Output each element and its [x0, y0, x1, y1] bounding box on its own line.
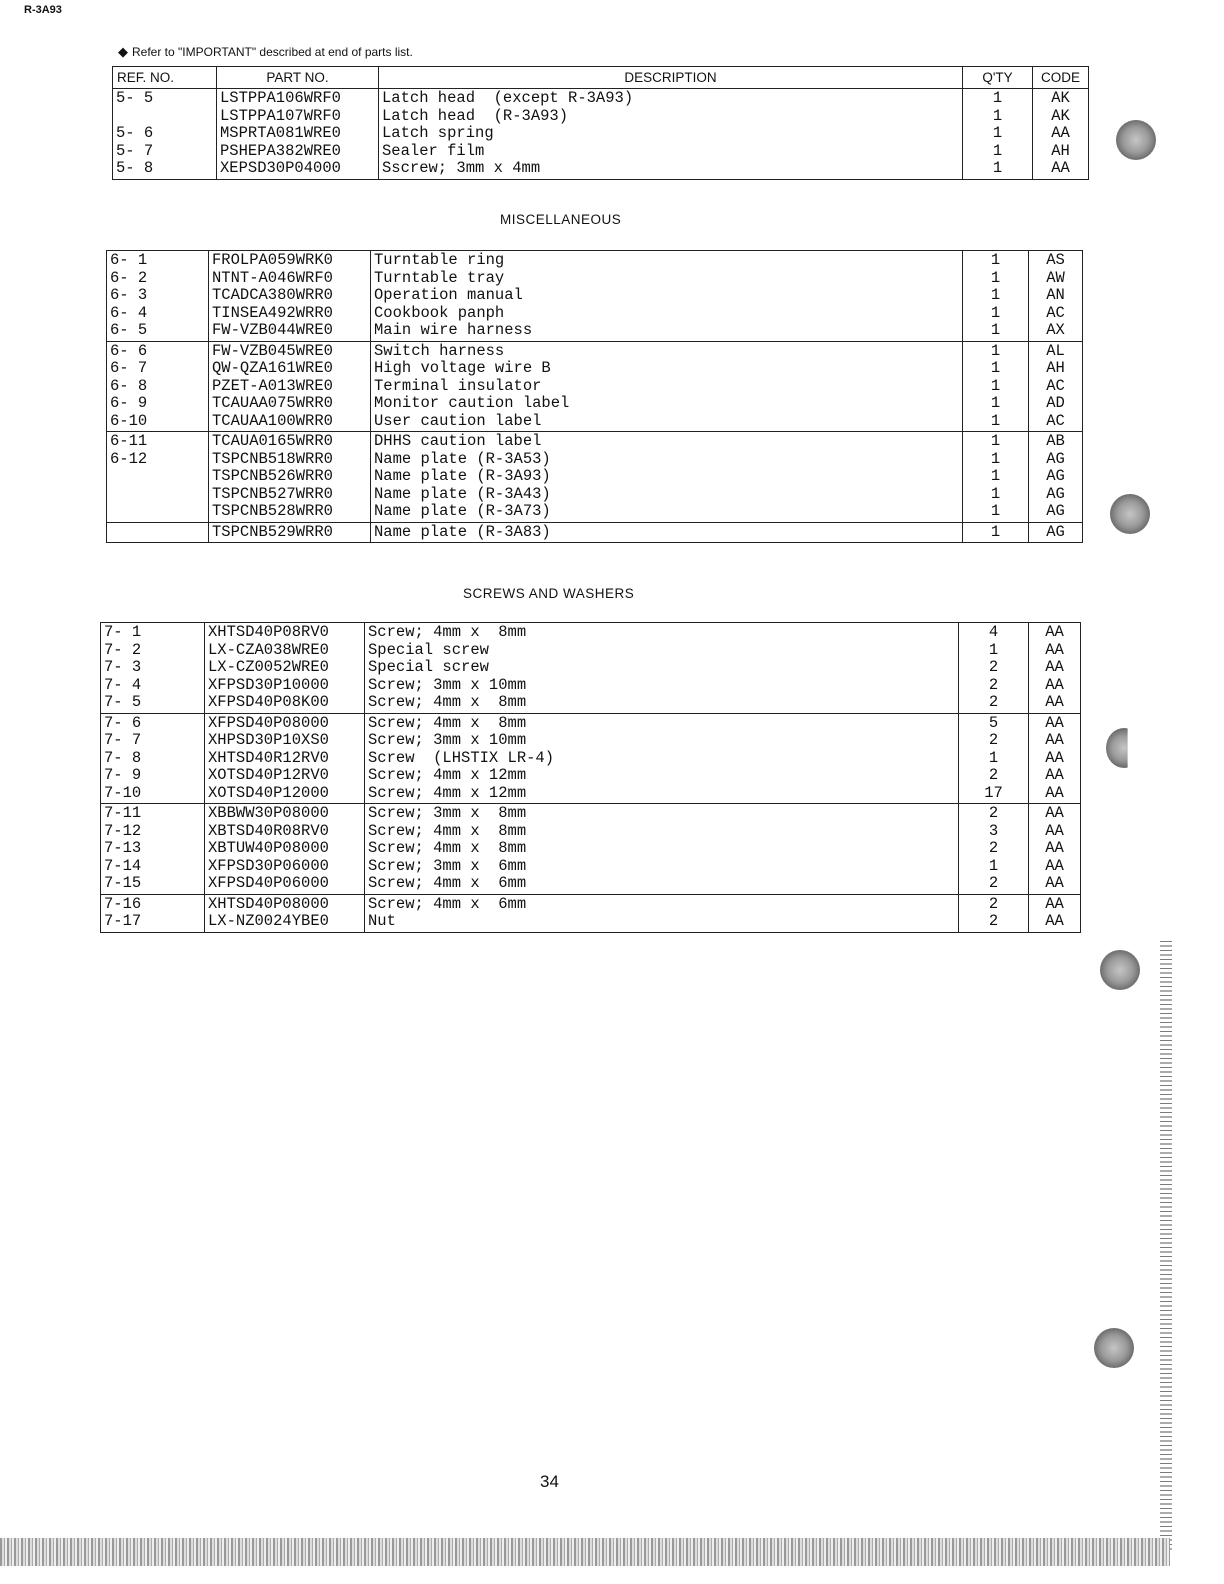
part-code: AA	[1045, 713, 1064, 732]
part-desc: Screw; 3mm x 6mm	[368, 856, 527, 875]
page-edge-scan-artifact	[1160, 940, 1172, 1550]
code-cell	[1029, 522, 1083, 543]
part-desc: Special screw	[368, 640, 489, 659]
part-qty: 1	[990, 268, 1001, 287]
part-qty: 2	[988, 731, 999, 749]
part-ref: 7- 6	[104, 713, 142, 732]
part-desc: Main wire harness	[374, 321, 533, 339]
part-qty: 1	[992, 106, 1003, 125]
part-desc: Special screw	[368, 658, 489, 676]
part-ref: 6-11	[110, 432, 148, 450]
part-code: AD	[1046, 394, 1065, 412]
part-ref: 5- 6	[116, 124, 154, 142]
part-qty: 1	[990, 449, 1001, 468]
part-code: AC	[1046, 303, 1065, 322]
part-part: FW-VZB045WRE0	[212, 341, 333, 360]
part-part: TCAUAA075WRR0	[212, 394, 333, 412]
row-group	[101, 623, 1081, 714]
part-part: XFPSD40P08000	[208, 713, 329, 732]
ref-cell	[101, 713, 205, 804]
part-ref: 7-15	[104, 874, 142, 892]
part-desc: Screw; 3mm x 8mm	[368, 804, 527, 822]
row-group	[113, 89, 1089, 180]
part-code: AW	[1046, 268, 1065, 287]
ref-cell	[101, 894, 205, 932]
part-qty: 1	[992, 89, 1003, 107]
part-ref: 7-14	[104, 856, 142, 875]
part-ref: 5- 8	[116, 159, 154, 177]
ref-cell	[107, 341, 209, 432]
part-part: XEPSD30P04000	[220, 159, 341, 177]
binder-hole	[1110, 494, 1150, 534]
ref-cell	[107, 251, 209, 342]
code-cell	[1029, 713, 1081, 804]
part-qty: 1	[990, 376, 1001, 395]
part-ref: 7-13	[104, 839, 142, 857]
part-code: AB	[1046, 432, 1065, 450]
description-cell	[371, 522, 963, 543]
part-part: XFPSD40P06000	[208, 874, 329, 892]
part-ref: 6- 9	[110, 394, 148, 412]
part-part: XFPSD30P06000	[208, 856, 329, 875]
part-part: LX-NZ0024YBE0	[208, 912, 329, 930]
row-group	[107, 432, 1083, 523]
part-qty: 1	[992, 141, 1003, 160]
binder-hole	[1106, 728, 1142, 768]
quantity-cell	[963, 251, 1029, 342]
part-ref: 7- 7	[104, 731, 142, 749]
part-code: AA	[1045, 821, 1064, 840]
part-part: TSPCNB528WRR0	[212, 502, 333, 520]
row-group	[101, 713, 1081, 804]
part-part: FW-VZB044WRE0	[212, 321, 333, 339]
column-header-qty: Q'TY	[963, 67, 1033, 89]
part-desc: Screw; 4mm x 6mm	[368, 894, 527, 913]
part-part: TCAUAA100WRR0	[212, 411, 333, 430]
part-ref: 7-12	[104, 821, 142, 840]
part-part: LSTPPA107WRF0	[220, 106, 341, 125]
part-desc: Latch spring	[382, 124, 494, 142]
part-ref: 6- 6	[110, 341, 148, 360]
description-cell	[371, 341, 963, 432]
part-qty: 4	[988, 623, 999, 641]
description-cell	[371, 251, 963, 342]
code-cell	[1029, 341, 1083, 432]
part-desc: Sealer film	[382, 141, 485, 160]
quantity-cell	[959, 804, 1029, 895]
part-code: AA	[1045, 731, 1064, 749]
part-part: XFPSD30P10000	[208, 675, 329, 694]
part-number-cell	[205, 804, 365, 895]
part-desc: Sscrew; 3mm x 4mm	[382, 159, 541, 177]
binder-hole	[1100, 950, 1140, 990]
part-code: AK	[1051, 106, 1070, 125]
column-header-code: CODE	[1033, 67, 1089, 89]
part-ref	[110, 524, 208, 542]
part-code: AA	[1045, 658, 1064, 676]
ref-cell	[107, 522, 209, 543]
part-ref: 6-10	[110, 411, 148, 430]
description-cell	[365, 623, 959, 714]
part-part: XHTSD40P08RV0	[208, 623, 329, 641]
part-code: AA	[1045, 640, 1064, 659]
part-code: AG	[1046, 484, 1065, 503]
part-part: QW-QZA161WRE0	[212, 359, 333, 377]
part-qty: 2	[988, 874, 999, 892]
part-ref: 7-10	[104, 783, 142, 802]
section-title-screws-and-washers: SCREWS AND WASHERS	[463, 586, 635, 601]
code-cell	[1033, 89, 1089, 180]
part-qty: 2	[988, 912, 999, 930]
part-qty: 1	[990, 502, 1001, 520]
part-desc: Turntable ring	[374, 251, 505, 269]
part-desc: Name plate (R-3A53)	[374, 449, 551, 468]
code-cell	[1029, 432, 1083, 523]
part-number-cell	[209, 432, 371, 523]
important-note	[118, 44, 413, 60]
part-desc: Cookbook panph	[374, 303, 505, 322]
part-qty: 1	[990, 484, 1001, 503]
part-qty: 3	[988, 821, 999, 840]
part-qty: 1	[992, 124, 1003, 142]
part-part: TSPCNB526WRR0	[212, 467, 333, 485]
parts-table-section-5	[112, 66, 1089, 180]
part-number-cell	[205, 623, 365, 714]
part-code: AA	[1045, 766, 1064, 784]
part-ref: 7-16	[104, 894, 142, 913]
part-qty: 1	[990, 522, 1001, 541]
binder-hole	[1116, 120, 1156, 160]
part-code: AA	[1045, 804, 1064, 822]
part-qty: 1	[990, 341, 1001, 360]
row-group	[107, 341, 1083, 432]
part-number-cell	[209, 522, 371, 543]
part-ref: 6- 5	[110, 321, 148, 339]
scan-border	[0, 1538, 1170, 1566]
part-part: LSTPPA106WRF0	[220, 89, 341, 107]
part-qty: 2	[988, 658, 999, 676]
part-ref: 6- 2	[110, 268, 148, 287]
part-ref: 6-12	[110, 449, 148, 468]
part-code: AG	[1046, 467, 1065, 485]
diamond-icon: ◆	[118, 44, 128, 59]
ref-cell	[107, 432, 209, 523]
part-qty: 17	[984, 783, 1003, 802]
part-number-cell	[217, 89, 379, 180]
description-cell	[379, 89, 963, 180]
part-qty: 2	[988, 675, 999, 694]
row-group	[107, 251, 1083, 342]
part-part: XHPSD30P10XS0	[208, 731, 329, 749]
part-desc: Screw; 4mm x 6mm	[368, 874, 527, 892]
part-part: TCADCA380WRR0	[212, 286, 333, 304]
part-code: AA	[1045, 693, 1064, 711]
part-desc: Name plate (R-3A83)	[374, 522, 551, 541]
part-desc: Screw; 4mm x 8mm	[368, 693, 527, 711]
part-desc: Latch head (R-3A93)	[382, 106, 569, 125]
section-title-miscellaneous: MISCELLANEOUS	[500, 212, 622, 227]
part-code: AA	[1045, 748, 1064, 767]
part-desc: Screw; 4mm x 8mm	[368, 623, 527, 641]
part-code: AL	[1046, 341, 1065, 360]
description-cell	[365, 804, 959, 895]
part-desc: DHHS caution label	[374, 432, 542, 450]
part-code: AS	[1046, 251, 1065, 269]
part-ref: 7-11	[104, 804, 142, 822]
quantity-cell	[963, 432, 1029, 523]
part-part: XOTSD40P12RV0	[208, 766, 329, 784]
part-ref: 6- 7	[110, 359, 148, 377]
part-ref: 6- 1	[110, 251, 148, 269]
part-qty: 2	[988, 804, 999, 822]
part-part: TSPCNB518WRR0	[212, 449, 333, 468]
part-code: AC	[1046, 376, 1065, 395]
part-part: XBBWW30P08000	[208, 804, 329, 822]
part-qty: 2	[988, 839, 999, 857]
row-group	[107, 522, 1083, 543]
part-ref: 6- 4	[110, 303, 148, 322]
part-part: PSHEPA382WRE0	[220, 141, 341, 160]
quantity-cell	[963, 522, 1029, 543]
part-code: AA	[1051, 159, 1070, 177]
part-part: TINSEA492WRR0	[212, 303, 333, 322]
part-code: AA	[1045, 912, 1064, 930]
part-ref	[110, 468, 208, 486]
part-part: XOTSD40P12000	[208, 783, 329, 802]
part-desc: Screw; 4mm x 8mm	[368, 839, 527, 857]
part-qty: 1	[988, 856, 999, 875]
part-desc: Nut	[368, 912, 396, 930]
row-group	[101, 804, 1081, 895]
part-desc: Terminal insulator	[374, 376, 542, 395]
part-code: AK	[1051, 89, 1070, 107]
quantity-cell	[963, 341, 1029, 432]
column-header-ref: REF. NO.	[113, 67, 217, 89]
part-code: AA	[1045, 894, 1064, 913]
part-qty: 1	[990, 467, 1001, 485]
part-qty: 5	[988, 713, 999, 732]
part-desc: Monitor caution label	[374, 394, 570, 412]
part-desc: Screw; 3mm x 10mm	[368, 731, 527, 749]
part-qty: 2	[988, 693, 999, 711]
part-ref	[110, 503, 208, 521]
part-code: AA	[1051, 124, 1070, 142]
parts-table-screws-and-washers	[100, 622, 1081, 933]
part-part: XFPSD40P08K00	[208, 693, 329, 711]
part-code: AH	[1046, 359, 1065, 377]
part-desc: Screw; 3mm x 10mm	[368, 675, 527, 694]
part-code: AA	[1045, 623, 1064, 641]
part-qty: 1	[990, 359, 1001, 377]
quantity-cell	[963, 89, 1033, 180]
part-ref: 7- 5	[104, 693, 142, 711]
part-ref: 7- 8	[104, 748, 142, 767]
part-ref: 7-17	[104, 912, 142, 930]
part-part: NTNT-A046WRF0	[212, 268, 333, 287]
part-qty: 1	[990, 321, 1001, 339]
code-cell	[1029, 894, 1081, 932]
part-ref: 5- 7	[116, 141, 154, 160]
part-desc: User caution label	[374, 411, 542, 430]
part-desc: Turntable tray	[374, 268, 505, 287]
part-code: AX	[1046, 321, 1065, 339]
part-code: AH	[1051, 141, 1070, 160]
part-part: XBTSD40R08RV0	[208, 821, 329, 840]
part-ref	[110, 486, 208, 504]
model-number: R-3A93	[24, 4, 62, 16]
part-desc: Switch harness	[374, 341, 505, 360]
part-qty: 1	[988, 748, 999, 767]
part-desc: Screw; 4mm x 8mm	[368, 821, 527, 840]
part-ref: 5- 5	[116, 89, 154, 107]
quantity-cell	[959, 713, 1029, 804]
description-cell	[365, 894, 959, 932]
part-code: AA	[1045, 675, 1064, 694]
part-code: AA	[1045, 783, 1064, 802]
part-ref: 6- 8	[110, 376, 148, 395]
part-desc: Screw; 4mm x 12mm	[368, 783, 527, 802]
part-code: AN	[1046, 286, 1065, 304]
code-cell	[1029, 804, 1081, 895]
column-header-description: DESCRIPTION	[379, 67, 963, 89]
part-qty: 1	[990, 303, 1001, 322]
part-qty: 1	[988, 640, 999, 659]
part-part: PZET-A013WRE0	[212, 376, 333, 395]
description-cell	[371, 432, 963, 523]
part-desc: Name plate (R-3A93)	[374, 467, 551, 485]
part-desc: Latch head (except R-3A93)	[382, 89, 634, 107]
part-ref: 7- 2	[104, 640, 142, 659]
part-desc: Operation manual	[374, 286, 523, 304]
part-part: TSPCNB529WRR0	[212, 522, 333, 541]
page-number: 34	[540, 1472, 559, 1491]
part-qty: 1	[990, 432, 1001, 450]
quantity-cell	[959, 623, 1029, 714]
part-part: TCAUA0165WRR0	[212, 432, 333, 450]
column-header-part: PART NO.	[217, 67, 379, 89]
part-part: MSPRTA081WRE0	[220, 124, 341, 142]
part-ref: 7- 4	[104, 675, 142, 694]
parts-table-miscellaneous	[106, 250, 1083, 543]
part-desc: Name plate (R-3A73)	[374, 502, 551, 520]
part-code: AA	[1045, 874, 1064, 892]
part-code: AA	[1045, 839, 1064, 857]
part-number-cell	[209, 251, 371, 342]
ref-cell	[101, 623, 205, 714]
part-part: FROLPA059WRK0	[212, 251, 333, 269]
description-cell	[365, 713, 959, 804]
part-qty: 1	[990, 286, 1001, 304]
part-number-cell	[205, 894, 365, 932]
part-qty: 2	[988, 766, 999, 784]
part-ref	[116, 108, 216, 126]
ref-cell	[113, 89, 217, 180]
part-code: AG	[1046, 522, 1065, 541]
part-desc: Screw; 4mm x 8mm	[368, 713, 527, 732]
part-desc: Screw; 4mm x 12mm	[368, 766, 527, 784]
part-part: LX-CZA038WRE0	[208, 640, 329, 659]
ref-cell	[101, 804, 205, 895]
part-number-cell	[205, 713, 365, 804]
part-qty: 1	[990, 411, 1001, 430]
part-code: AC	[1046, 411, 1065, 430]
part-qty: 2	[988, 894, 999, 913]
row-group	[101, 894, 1081, 932]
part-qty: 1	[990, 251, 1001, 269]
code-cell	[1029, 251, 1083, 342]
code-cell	[1029, 623, 1081, 714]
part-ref: 6- 3	[110, 286, 148, 304]
part-part: XBTUW40P08000	[208, 839, 329, 857]
note-text: Refer to "IMPORTANT" described at end of parts list.	[132, 45, 413, 59]
part-number-cell	[209, 341, 371, 432]
part-code: AG	[1046, 449, 1065, 468]
binder-hole	[1094, 1328, 1134, 1368]
part-part: LX-CZ0052WRE0	[208, 658, 329, 676]
part-part: XHTSD40R12RV0	[208, 748, 329, 767]
part-desc: Name plate (R-3A43)	[374, 484, 551, 503]
part-code: AA	[1045, 856, 1064, 875]
part-part: TSPCNB527WRR0	[212, 484, 333, 503]
part-qty: 1	[992, 159, 1003, 177]
part-ref: 7- 1	[104, 623, 142, 641]
part-ref: 7- 3	[104, 658, 142, 676]
part-desc: Screw (LHSTIX LR-4)	[368, 748, 555, 767]
part-qty: 1	[990, 394, 1001, 412]
part-code: AG	[1046, 502, 1065, 520]
part-part: XHTSD40P08000	[208, 894, 329, 913]
part-ref: 7- 9	[104, 766, 142, 784]
quantity-cell	[959, 894, 1029, 932]
part-desc: High voltage wire B	[374, 359, 551, 377]
